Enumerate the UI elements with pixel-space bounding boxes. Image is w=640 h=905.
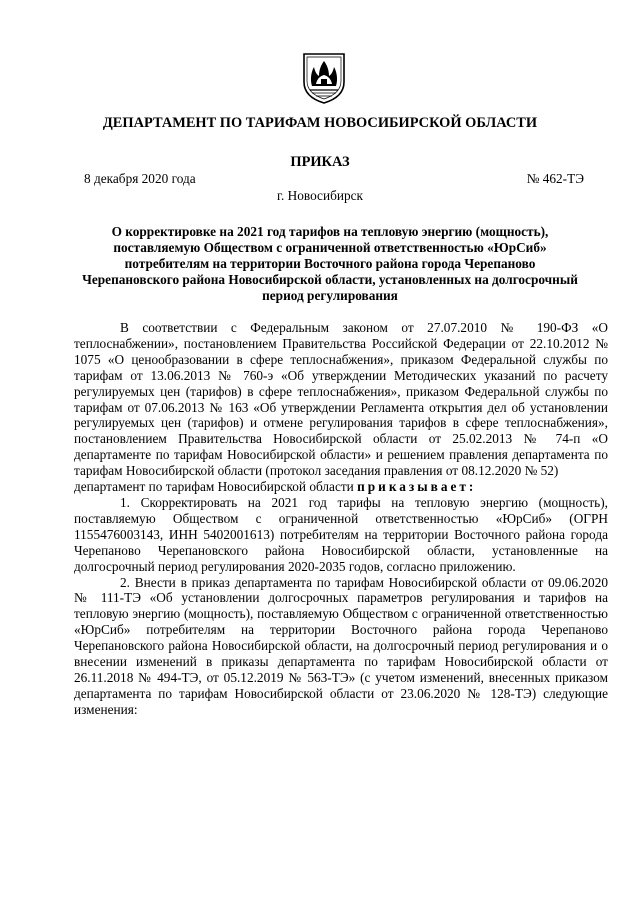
item-1-paragraph: 1. Скорректировать на 2021 год тарифы на тепловую энергию (мощность), поставляемую Обществом с ограниченной ответственностью «ЮрСиб» (ОГРН 1155476003143, ИНН 5402001613) потребителям на территории Восточного района города Черепаново Черепановского района Новосибирской области, установленные на долгосрочный период регулирования 2020-2035 годов, согласно приложению. [74, 494, 608, 574]
orders-word: приказывает: [357, 479, 477, 495]
document-body [74, 320, 608, 718]
item-2-paragraph: 2. Внести в приказ департамента по тарифам Новосибирской области от 09.06.2020 № 111-ТЭ «Об установлении долгосрочных параметров регулирования и тарифов на тепловую энергию (мощность), поставляемую Обществом с ограниченной ответственностью «ЮрСиб» потребителям на территории Восточного района города Черепаново Черепановского района Новосибирской области, на долгосрочный период регулирования и о внесении изменений в приказы департамента по тарифам Новосибирской области от 26.11.2018 № 494-ТЭ, от 05.12.2019 № 563-ТЭ» (с учетом изменений, внесенных приказом департамента по тарифам Новосибирской области от 23.06.2020 № 128-ТЭ) следующие изменения: [74, 574, 608, 717]
document-number: № 462-ТЭ [526, 171, 584, 186]
orders-lead-text: департамент по тарифам Новосибирской области [74, 479, 354, 495]
document-city: г. Новосибирск [277, 188, 363, 203]
coat-of-arms-icon [302, 52, 346, 104]
department-title: ДЕПАРТАМЕНТ ПО ТАРИФАМ НОВОСИБИРСКОЙ ОБЛАСТИ [102, 115, 538, 131]
document-date: 8 декабря 2020 года [84, 171, 196, 186]
orders-paragraph [74, 479, 608, 495]
document-subject: О корректировке на 2021 год тарифов на тепловую энергию (мощность), поставляемую Обществом с ограниченной ответственностью «ЮрСиб» потребителям на территории Восточного района города Черепаново Черепановского района Новосибирской области, установленных на долгосрочный период регулирования [82, 224, 578, 303]
preamble-paragraph: В соответствии с Федеральным законом от 27.07.2010 № 190-ФЗ «О теплоснабжении», постановлением Правительства Российской Федерации от 22.10.2012 № 1075 «О ценообразовании в сфере теплоснабжения», приказом Федеральной службы по тарифам от 13.06.2013 № 760-э «Об утверждении Методических указаний по расчету регулируемых цен (тарифов) в сфере теплоснабжения», приказом Федеральной службы по тарифам от 07.06.2013 № 163 «Об утверждении Регламента открытия дел об установлении регулируемых цен (тарифов) и отмене регулирования тарифов в сфере теплоснабжения», постановлением Правительства Новосибирской области от 25.02.2013 № 74-п «О департаменте по тарифам Новосибирской области» и решением правления департамента по тарифам Новосибирской области (протокол заседания правления от 08.12.2020 № 52) [74, 320, 608, 479]
document-type-title: ПРИКАЗ [290, 154, 350, 170]
